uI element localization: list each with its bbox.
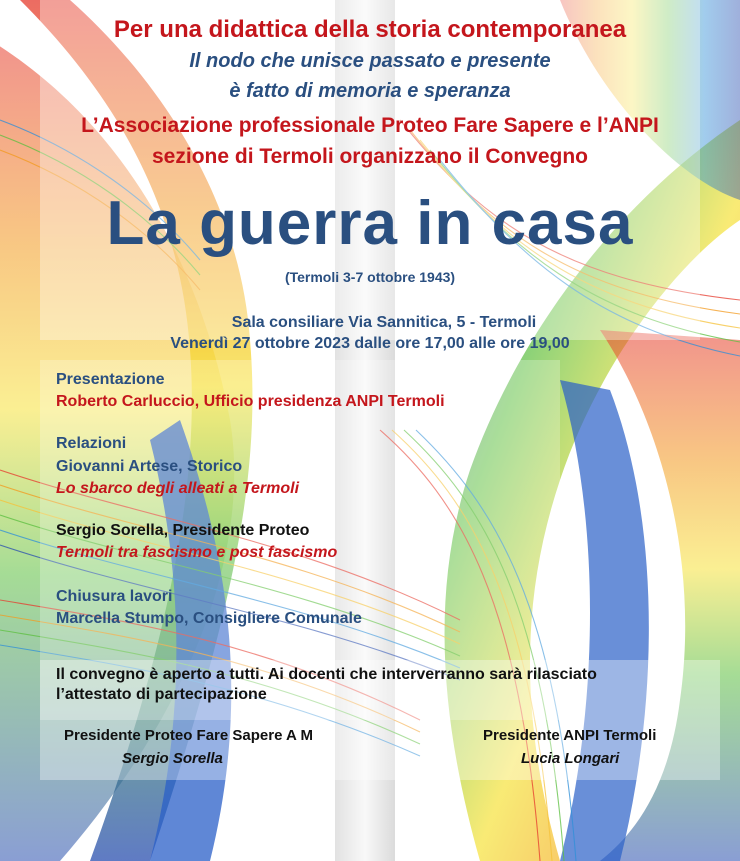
organizers-line1: L’Associazione professionale Proteo Fare Sapere e l’ANPI bbox=[81, 114, 659, 137]
event-venue: Sala consiliare Via Sannitica, 5 - Termoli bbox=[231, 314, 537, 331]
event-title: La guerra in casa bbox=[106, 189, 634, 258]
speaker2-name: Sergio Sorella, Presidente Proteo bbox=[56, 522, 310, 539]
header-motto-line2: è fatto di memoria e speranza bbox=[229, 80, 511, 102]
closing-speaker: Marcella Stumpo, Consigliere Comunale bbox=[56, 610, 362, 627]
notice-line1: Il convegno è aperto a tutti. Ai docenti che interverranno sarà rilasciato bbox=[56, 666, 597, 683]
event-subtitle: (Termoli 3-7 ottobre 1943) bbox=[284, 269, 456, 285]
signature-right-name: Lucia Longari bbox=[521, 750, 620, 767]
signature-left-role: Presidente Proteo Fare Sapere A M bbox=[64, 727, 313, 744]
signature-left-name: Sergio Sorella bbox=[122, 750, 223, 767]
closing-heading: Chiusura lavori bbox=[56, 588, 173, 605]
speaker2-talk: Termoli tra fascismo e post fascismo bbox=[56, 544, 338, 561]
speaker1-talk: Lo sbarco degli alleati a Termoli bbox=[56, 480, 300, 497]
presentation-speaker: Roberto Carluccio, Ufficio presidenza ANPI Termoli bbox=[56, 393, 445, 410]
signature-right-role: Presidente ANPI Termoli bbox=[483, 727, 657, 744]
event-datetime: Venerdì 27 ottobre 2023 dalle ore 17,00 alle ore 19,00 bbox=[170, 335, 570, 352]
reports-heading: Relazioni bbox=[56, 435, 127, 452]
notice-line2: l’attestato di partecipazione bbox=[56, 686, 267, 703]
speaker1-name: Giovanni Artese, Storico bbox=[56, 458, 243, 475]
organizers-line2: sezione di Termoli organizzano il Convegno bbox=[152, 145, 588, 168]
header-motto-line1: Il nodo che unisce passato e presente bbox=[189, 50, 551, 72]
header-title: Per una didattica della storia contemporanea bbox=[113, 16, 627, 43]
presentation-heading: Presentazione bbox=[56, 371, 165, 388]
